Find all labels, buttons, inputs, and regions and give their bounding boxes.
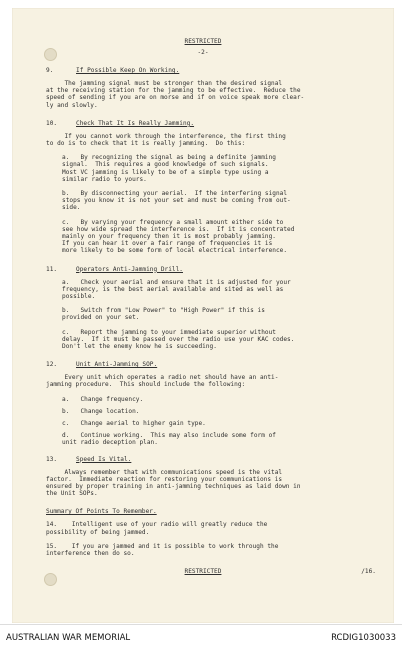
list-line: unit radio deception plan.: [62, 439, 158, 447]
body-line: Always remember that with communications speed is the vital: [46, 468, 283, 476]
body-line: ensured by proper training in anti-jamming techniques as laid down in: [46, 483, 301, 490]
item-line: provided on your set.: [62, 314, 140, 322]
continuation-mark: /16.: [361, 568, 376, 576]
classification-footer: RESTRICTED: [184, 568, 222, 576]
archive-item-id: RCDIG1030033: [331, 633, 396, 643]
body-line: jamming procedure. This should include the following:: [46, 381, 246, 389]
summary-line: 15. If you are jammed and it is possible to work through the: [46, 542, 279, 550]
item-line: c. Report the jamming to your immediate superior without: [62, 328, 276, 336]
item-line: If you can hear it over a fair range of frequencies it is: [62, 240, 273, 248]
item-line: similar radio to yours.: [62, 175, 147, 183]
item-line: b. By disconnecting your aerial. If the interfering signal: [62, 190, 288, 197]
body-line: the Unit SOPs.: [46, 490, 98, 498]
section-heading: Operators Anti-Jamming Drill.: [76, 265, 183, 273]
body-line: If you cannot work through the interference, the first thing: [46, 132, 286, 140]
item-line: more likely to be some form of local electrical interference.: [62, 247, 288, 255]
section-heading: Speed Is Vital.: [76, 455, 132, 463]
archive-institution: AUSTRALIAN WAR MEMORIAL: [6, 633, 131, 643]
body-line: Every unit which operates a radio net should have an anti-: [46, 374, 279, 382]
section-number: 9.: [46, 67, 54, 74]
body-line: speed of sending if you are on morse and if on voice speak more clear-: [46, 94, 305, 102]
item-line: possible.: [62, 293, 96, 300]
list-line: d. Continue working. This may also include some form of: [62, 432, 276, 440]
section-number: 11.: [46, 265, 58, 273]
body-line: ly and slowly.: [46, 101, 98, 109]
list-line: b. Change location.: [62, 407, 140, 415]
item-line: mainly on your frequency then it is most probably jamming.: [62, 233, 276, 240]
item-line: signal. This requires a good knowledge of such signals.: [62, 161, 269, 169]
item-line: b. Switch from "Low Power" to "High Power" if this is: [62, 307, 265, 315]
item-line: a. Check your aerial and ensure that it is adjusted for your: [62, 278, 291, 286]
item-line: Don't let the enemy know he is succeeding.: [62, 343, 217, 350]
list-line: c. Change aerial to higher gain type.: [62, 420, 206, 427]
item-line: stops you know it is not your set and must be coming from out-: [62, 197, 291, 205]
item-line: c. By varying your frequency a small amount either side to: [62, 218, 284, 226]
item-line: Most VC jamming is likely to be of a simple type using a: [62, 168, 269, 176]
body-line: at the receiving station for the jamming to be effective. Reduce the: [46, 87, 301, 95]
item-line: side.: [62, 204, 81, 212]
archive-footer: [0, 624, 402, 655]
page-number: -2-: [197, 49, 209, 56]
section-heading: Unit Anti-Jamming SOP.: [76, 361, 158, 369]
item-line: delay. If it must be passed over the radio use your KAC codes.: [62, 335, 295, 343]
summary-heading: Summary Of Points To Remember.: [46, 508, 157, 516]
body-line: factor. Immediate reaction for restoring your communications is: [46, 475, 283, 483]
summary-line: 14. Intelligent use of your radio will greatly reduce the: [46, 521, 268, 529]
summary-line: interference then do so.: [46, 550, 135, 557]
item-line: frequency, is the best aerial available and sited as well as: [62, 285, 284, 293]
item-line: a. By recognizing the signal as being a definite jamming: [62, 154, 276, 162]
body-line: to do is to check that it is really jamming. Do this:: [46, 140, 246, 147]
summary-line: possibility of being jammed.: [46, 528, 150, 536]
classification-header: RESTRICTED: [184, 38, 222, 45]
list-line: a. Change frequency.: [62, 395, 144, 403]
section-heading: Check That It Is Really Jamming.: [76, 119, 195, 127]
body-line: The jamming signal must be stronger than the desired signal: [46, 80, 283, 87]
section-heading: If Possible Keep On Working.: [76, 67, 180, 74]
document-page: [12, 8, 394, 623]
section-number: 10.: [46, 119, 58, 127]
section-number: 13.: [46, 455, 58, 463]
item-line: see how wide spread the interference is. If it is concentrated: [62, 225, 295, 233]
section-number: 12.: [46, 361, 58, 369]
